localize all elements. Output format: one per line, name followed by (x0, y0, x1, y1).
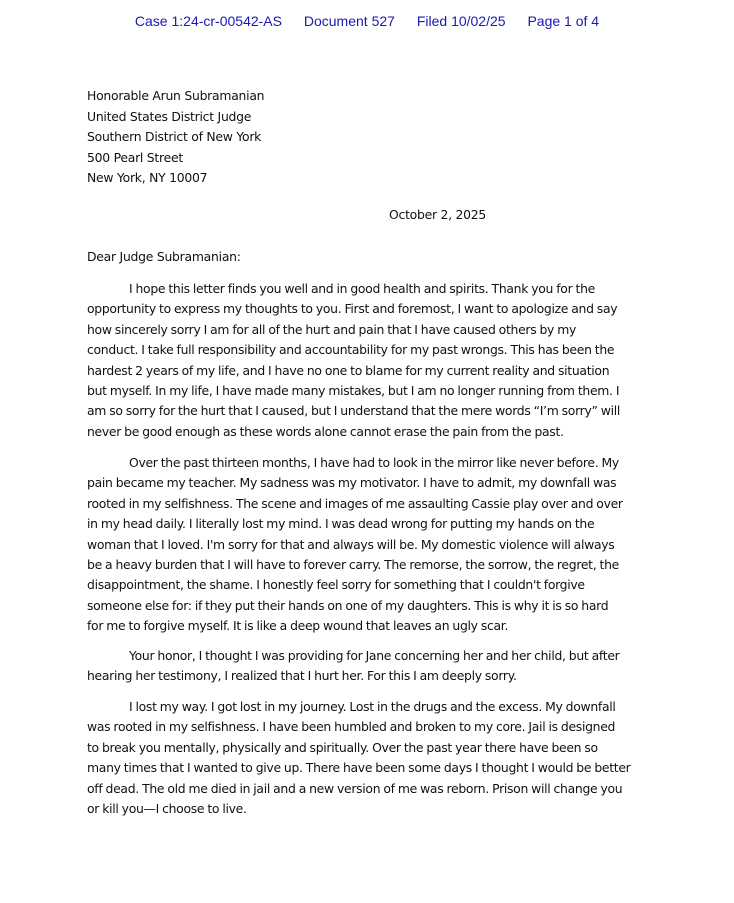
paragraph-line: Over the past thirteen months, I have had to look in the mirror like never before. My (129, 455, 619, 470)
paragraph-line: be a heavy burden that I will have to forever carry. The remorse, the sorrow, the regret, the (87, 557, 619, 573)
paragraph-4 (87, 697, 667, 819)
paragraph-line: but myself. In my life, I have made many mistakes, but I am no longer running from them. I (87, 383, 620, 399)
paragraph-line: woman that I loved. I'm sorry for that and always will be. My domestic violence will always (87, 536, 615, 552)
filed-date: Filed 10/02/25 (416, 13, 506, 29)
paragraph-line: or kill you—I choose to live. (87, 801, 247, 817)
paragraph-line: for me to forgive myself. It is like a deep wound that leaves an ugly scar. (87, 618, 509, 634)
salutation: Dear Judge Subramanian: (87, 249, 241, 264)
paragraph-line: Your honor, I thought I was providing for Jane concerning her and her child, but after (129, 648, 620, 663)
paragraph-line: conduct. I take full responsibility and accountability for my past wrongs. This has been the (87, 342, 615, 358)
court-filing-header (0, 13, 734, 29)
paragraph-2 (87, 453, 667, 637)
page-number: Page 1 of 4 (527, 13, 600, 29)
paragraph-line: never be good enough as these words alone cannot erase the pain from the past. (87, 423, 564, 439)
paragraph-line: rooted in my selfishness. The scene and images of me assaulting Cassie play over and over (87, 495, 623, 511)
paragraph-line: was rooted in my selfishness. I have been humbled and broken to my core. Jail is designed (87, 719, 616, 735)
case-number: Case 1:24-cr-00542-AS (134, 13, 282, 29)
paragraph-line: I hope this letter finds you well and in good health and spirits. Thank you for the (129, 281, 595, 296)
address-line: Honorable Arun Subramanian (87, 88, 265, 103)
recipient-address (87, 86, 264, 189)
document-number: Document 527 (303, 13, 395, 29)
paragraph-line: how sincerely sorry I am for all of the hurt and pain that I have caused others by my (87, 321, 577, 337)
paragraph-line: someone else for: if they put their hands on one of my daughters. This is why it is so hard (87, 597, 609, 613)
address-line: United States District Judge (87, 108, 252, 124)
paragraph-line: to break you mentally, physically and spiritually. Over the past year there have been so (87, 739, 598, 755)
paragraph-1 (87, 279, 667, 442)
paragraph-line: in my head daily. I literally lost my mind. I was dead wrong for putting my hands on the (87, 516, 595, 532)
paragraph-line: opportunity to express my thoughts to you. First and foremost, I want to apologize and say (87, 301, 618, 317)
paragraph-line: hearing her testimony, I realized that I hurt her. For this I am deeply sorry. (87, 668, 517, 684)
paragraph-line: hardest 2 years of my life, and I have no one to blame for my current reality and situation (87, 362, 610, 378)
address-line: 500 Pearl Street (87, 149, 183, 165)
paragraph-line: off dead. The old me died in jail and a new version of me was reborn. Prison will change you (87, 780, 623, 796)
paragraph-line: many times that I wanted to give up. There have been some days I thought I would be better (87, 760, 631, 776)
address-line: Southern District of New York (87, 129, 262, 144)
paragraph-line: pain became my teacher. My sadness was my motivator. I have to admit, my downfall was (87, 475, 617, 491)
letter-date: October 2, 2025 (389, 207, 487, 222)
paragraph-line: I lost my way. I got lost in my journey. Lost in the drugs and the excess. My downfall (129, 699, 616, 714)
paragraph-line: am so sorry for the hurt that I caused, but I understand that the mere words “I’m sorry” will (87, 403, 621, 419)
address-line: New York, NY 10007 (87, 170, 208, 185)
paragraph-3 (87, 646, 667, 687)
paragraph-line: disappointment, the shame. I honestly feel sorry for something that I couldn't forgive (87, 577, 585, 593)
